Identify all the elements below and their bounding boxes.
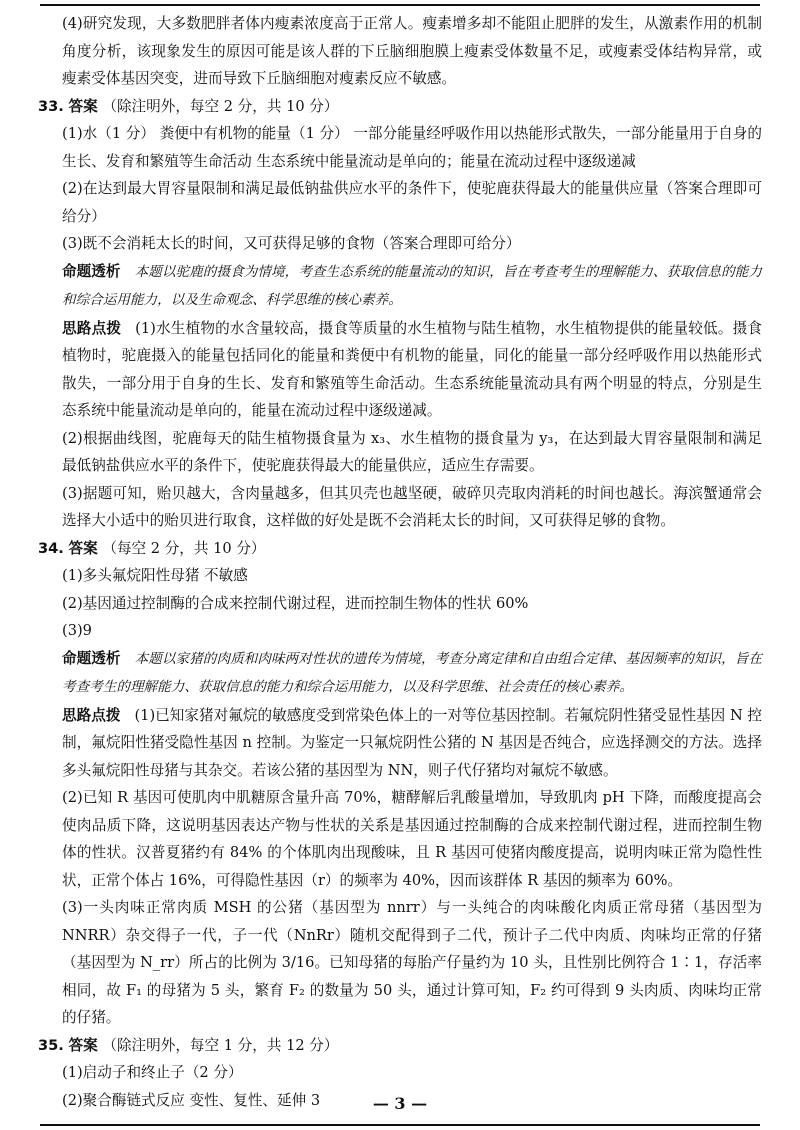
q34-answer-1: (1)多头氟烷阳性母猪 不敏感 [62, 567, 248, 584]
q32-part4: (4)研究发现，大多数肥胖者体内瘦素浓度高于正常人。瘦素增多却不能阻止肥胖的发生，从激素作用的机制角度分析，该现象发生的原因可能是该人群的下丘脑细胞膜上瘦素受体数量不足，或瘦素受体结构异常，或瘦素受体基因突变，进而导致下丘脑细胞对瘦素反应不敏感。 [62, 15, 762, 87]
q33-analysis-text: 本题以驼鹿的摄食为情境，考查生态系统的能量流动的知识，旨在考查考生的理解能力、获取信息的能力和综合运用能力，以及生命观念、科学思维的核心素养。 [62, 263, 762, 308]
q33-hint-label: 思路点拨 [62, 319, 122, 337]
top-rule [40, 4, 760, 6]
q34-answer-label: 答案 [68, 539, 98, 557]
q35-number: 35. [38, 1036, 64, 1054]
q34-header [38, 535, 762, 563]
q35-answer-label: 答案 [68, 1036, 98, 1054]
page-number: — 3 — [372, 1094, 428, 1113]
bottom-rule [40, 1124, 760, 1126]
q33-score-note: （除注明外，每空 2 分，共 10 分） [102, 97, 339, 115]
q34-hint-2: (2)已知 R 基因可使肌肉中肌糖原含量升高 70%，糖酵解后乳酸量增加，导致肌肉 pH 下降，而酸度提高会使肉品质下降，这说明基因表达产物与性状的关系是基因通过控制酶的合成来控制代谢过程，进而控制生物体的性状。汉普夏猪约有 84% 的个体肌肉出现酸味，且 R 基因可使猪肉酸度提高，说明肉味正常为隐性性状，正常个体占 16%，可得隐性基因（r）的频率为 40%，因而该群体 R 基因的频率为 60%。 [62, 789, 762, 889]
q34-hint-label: 思路点拨 [62, 706, 121, 724]
q34-analysis [38, 645, 762, 702]
q33-analysis [38, 258, 762, 315]
q34-score-note: （每空 2 分，共 10 分） [102, 539, 266, 557]
q34-analysis-text: 本题以家猪的肉质和肉味两对性状的遗传为情境，考查分离定律和自由组合定律、基因频率的知识，旨在考查考生的理解能力、获取信息的能力和综合运用能力，以及科学思维、社会责任的核心素养。 [62, 650, 762, 695]
q33-hint-1 [38, 315, 762, 425]
q34-hint-1 [38, 702, 762, 785]
q35-answer-2: (2)聚合酶链式反应 变性、复性、延伸 3 [62, 1091, 321, 1109]
q33-hint-3: (3)据题可知，贻贝越大，含肉量越多，但其贝壳也越坚硬，破碎贝壳取肉消耗的时间也越长。海滨蟹通常会选择大小适中的贻贝进行取食，这样做的好处是既不会消耗太长的时间，又可获得足够的食物。 [62, 484, 762, 529]
q33-hint-2: (2)根据曲线图，驼鹿每天的陆生植物摄食量为 x₃、水生植物的摄食量为 y₃，在达到最大胃容量限制和满足最低钠盐供应水平的条件下，使驼鹿获得最大的能量供应，适应生存需要。 [62, 429, 762, 474]
q35-answer-1: (1)启动子和终止子（2 分） [62, 1064, 243, 1081]
q34-answer-3: (3)9 [62, 622, 92, 639]
q33-answer-1: (1)水（1 分） 粪便中有机物的能量（1 分） 一部分能量经呼吸作用以热能形式散失，一部分能量用于自身的生长、发育和繁殖等生命活动 生态系统中能量流动是单向的；能量在流动过程中逐级递减 [62, 125, 762, 170]
q35-score-note: （除注明外，每空 1 分，共 12 分） [102, 1036, 339, 1054]
q33-hint-1-text: (1)水生植物的水含量较高，摄食等质量的水生植物与陆生植物，水生植物提供的能量较低。摄食植物时，驼鹿摄入的能量包括同化的能量和粪便中有机物的能量，同化的能量一部分经呼吸作用以热能形式散失，一部分用于自身的生长、发育和繁殖等生命活动。生态系统能量流动具有两个明显的特点，分别是生态系统中能量流动是单向的，能量在流动过程中逐级递减。 [62, 319, 762, 419]
q33-number: 33. [38, 97, 64, 115]
q33-header [38, 93, 762, 121]
q33-analysis-label: 命题透析 [62, 262, 121, 280]
q34-hint-1-text: (1)已知家猪对氟烷的敏感度受到常染色体上的一对等位基因控制。若氟烷阴性猪受显性基因 N 控制，氟烷阳性猪受隐性基因 n 控制。为鉴定一只氟烷阴性公猪的 N 基因是否纯合，应选择测交的方法。选择多头氟烷阳性母猪与其杂交。若该公猪的基因型为 NN，则子代仔猪均对氟烷不敏感。 [62, 706, 762, 779]
q33-answer-3: (3)既不会消耗太长的时间，又可获得足够的食物（答案合理即可给分） [62, 235, 521, 252]
q35-header [38, 1032, 762, 1060]
answer-content [38, 10, 762, 1114]
q34-answer-2: (2)基因通过控制酶的合成来控制代谢过程，进而控制生物体的性状 60% [62, 594, 529, 612]
q33-answer-label: 答案 [68, 97, 98, 115]
q34-analysis-label: 命题透析 [62, 649, 121, 667]
q34-number: 34. [38, 539, 64, 557]
q33-answer-2: (2)在达到最大胃容量限制和满足最低钠盐供应水平的条件下，使驼鹿获得最大的能量供应量（答案合理即可给分） [62, 180, 762, 225]
q34-hint-3: (3)一头肉味正常肉质 MSH 的公猪（基因型为 nnrr）与一头纯合的肉味酸化肉质正常母猪（基因型为 NNRR）杂交得子一代，子一代（NnRr）随机交配得到子二代，预计子二代中肉质、肉味均正常的仔猪（基因型为 N_rr）所占的比例为 3/16。已知母猪的每胎产仔量约为 10 头，且性别比例符合 1∶1，存活率相同，故 F₁ 的母猪为 5 头，繁育 F₂ 的数量为 50 头，通过计算可知，F₂ 约可得到 9 头肉质、肉味均正常的仔猪。 [62, 899, 762, 1026]
